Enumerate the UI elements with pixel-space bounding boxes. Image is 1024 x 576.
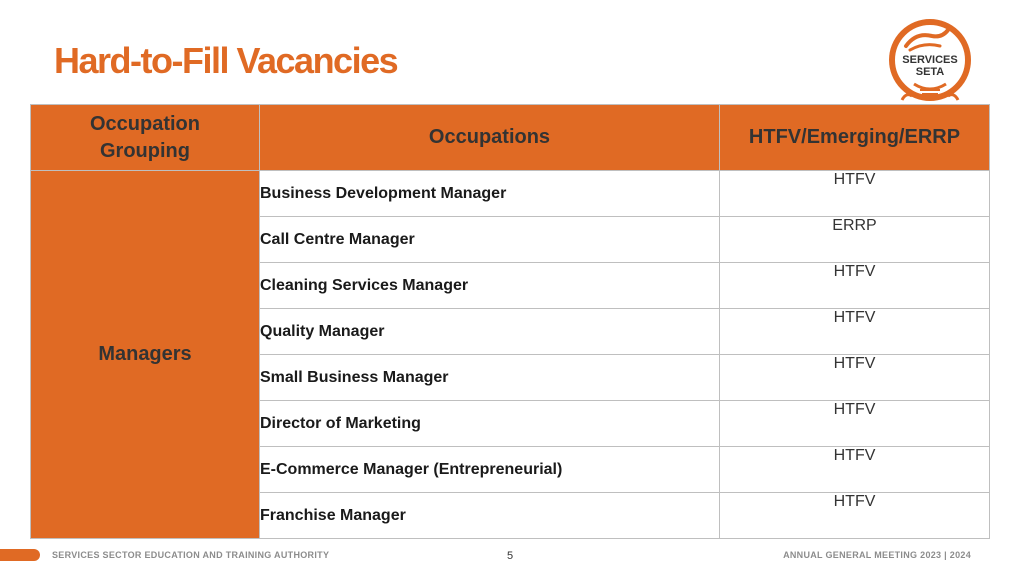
classification-cell: HTFV — [720, 401, 990, 447]
table-row — [31, 171, 990, 217]
classification-cell: HTFV — [720, 355, 990, 401]
classification-cell: HTFV — [720, 493, 990, 539]
page-number: 5 — [507, 550, 514, 562]
logo-text-services: SERVICES — [902, 54, 958, 66]
services-seta-logo — [884, 16, 976, 108]
header-occupations: Occupations — [260, 105, 720, 171]
occupation-cell: Franchise Manager — [260, 493, 720, 539]
logo-text-seta: SETA — [915, 66, 945, 78]
classification-cell: HTFV — [720, 171, 990, 217]
occupation-cell: Cleaning Services Manager — [260, 263, 720, 309]
classification-cell: HTFV — [720, 263, 990, 309]
footer-organisation: SERVICES SECTOR EDUCATION AND TRAINING AUTHORITY — [52, 550, 330, 560]
occupation-cell: Business Development Manager — [260, 171, 720, 217]
classification-cell: HTFV — [720, 447, 990, 493]
group-managers: Managers — [31, 171, 260, 539]
occupation-cell: Small Business Manager — [260, 355, 720, 401]
occupation-cell: Quality Manager — [260, 309, 720, 355]
classification-cell: HTFV — [720, 309, 990, 355]
footer-accent-bar — [0, 549, 40, 561]
slide-title: Hard-to-Fill Vacancies — [54, 40, 398, 81]
vacancies-table — [30, 104, 990, 539]
occupation-cell: Director of Marketing — [260, 401, 720, 447]
header-classification: HTFV/Emerging/ERRP — [720, 105, 990, 171]
header-occupation-grouping: Occupation Grouping — [31, 105, 260, 171]
table-header-row — [31, 105, 990, 171]
classification-cell: ERRP — [720, 217, 990, 263]
occupation-cell: Call Centre Manager — [260, 217, 720, 263]
occupation-cell: E-Commerce Manager (Entrepreneurial) — [260, 447, 720, 493]
footer-event: ANNUAL GENERAL MEETING 2023 | 2024 — [783, 550, 971, 560]
